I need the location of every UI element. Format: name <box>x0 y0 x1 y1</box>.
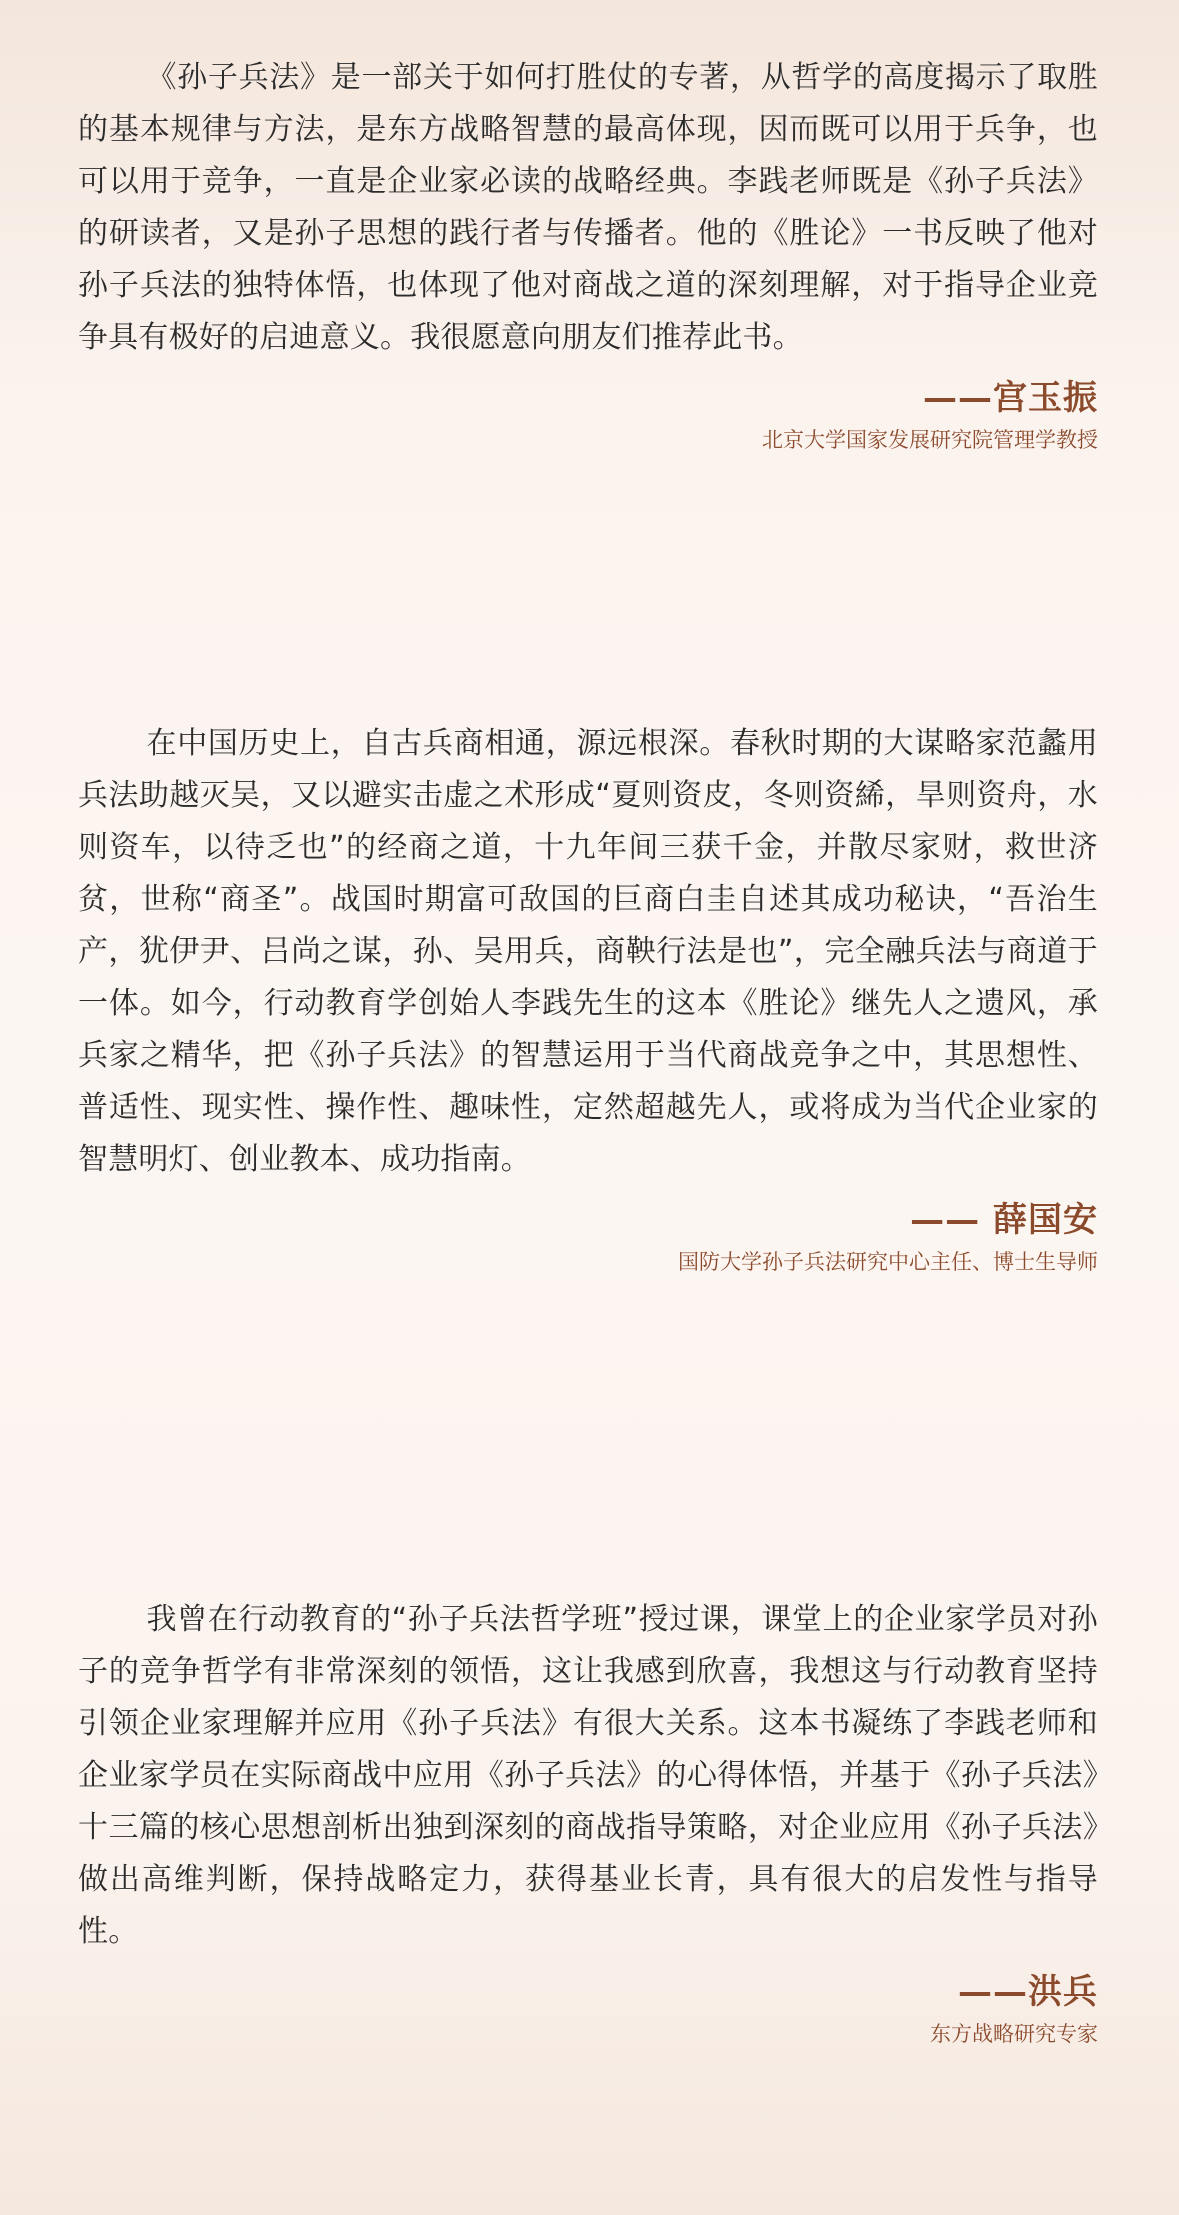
endorsement-2-signature <box>78 1196 1098 1278</box>
endorsement-2-text: 在中国历史上，自古兵商相通，源远根深。春秋时期的大谋略家范蠡用兵法助越灭吴，又以避实击虚之术形成“夏则资皮，冬则资絺，旱则资舟，水则资车，以待乏也”的经商之道，十九年间三获千金，并散尽家财，救世济贫，世称“商圣”。战国时期富可敌国的巨商白圭自述其成功秘诀，“吾治生产，犹伊尹、吕尚之谋，孙、吴用兵，商鞅行法是也”，完全融兵法与商道于一体。如今，行动教育学创始人李践先生的这本《胜论》继先人之遗风，承兵家之精华，把《孙子兵法》的智慧运用于当代商战竞争之中，其思想性、普适性、现实性、操作性、趣味性，定然超越先人，或将成为当代企业家的智慧明灯、创业教本、成功指南。 <box>78 726 1098 1177</box>
endorsement-2-author: —— 薛国安 <box>910 1200 1098 1240</box>
endorsement-3-author-title: 东方战略研究专家 <box>930 2022 1098 2046</box>
endorsement-3 <box>78 1594 1098 2050</box>
endorsement-2 <box>78 718 1098 1278</box>
endorsement-1-signature <box>78 374 1098 456</box>
endorsement-1 <box>78 52 1098 456</box>
endorsement-2-author-title: 国防大学孙子兵法研究中心主任、博士生导师 <box>678 1250 1098 1274</box>
endorsement-3-author: ——洪兵 <box>958 1972 1098 2012</box>
endorsement-1-author-title: 北京大学国家发展研究院管理学教授 <box>762 428 1098 452</box>
endorsement-3-text: 我曾在行动教育的“孙子兵法哲学班”授过课，课堂上的企业家学员对孙子的竞争哲学有非常深刻的领悟，这让我感到欣喜，我想这与行动教育坚持引领企业家理解并应用《孙子兵法》有很大关系。这本书凝练了李践老师和企业家学员在实际商战中应用《孙子兵法》的心得体悟，并基于《孙子兵法》十三篇的核心思想剖析出独到深刻的商战指导策略，对企业应用《孙子兵法》做出高维判断，保持战略定力，获得基业长青，具有很大的启发性与指导性。 <box>78 1602 1098 1949</box>
endorsement-1-text: 《孙子兵法》是一部关于如何打胜仗的专著，从哲学的高度揭示了取胜的基本规律与方法，是东方战略智慧的最高体现，因而既可以用于兵争，也可以用于竞争，一直是企业家必读的战略经典。李践老师既是《孙子兵法》的研读者，又是孙子思想的践行者与传播者。他的《胜论》一书反映了他对孙子兵法的独特体悟，也体现了他对商战之道的深刻理解，对于指导企业竞争具有极好的启迪意义。我很愿意向朋友们推荐此书。 <box>78 60 1098 355</box>
endorsement-3-signature <box>78 1968 1098 2050</box>
endorsement-1-author: ——宫玉振 <box>923 378 1098 418</box>
